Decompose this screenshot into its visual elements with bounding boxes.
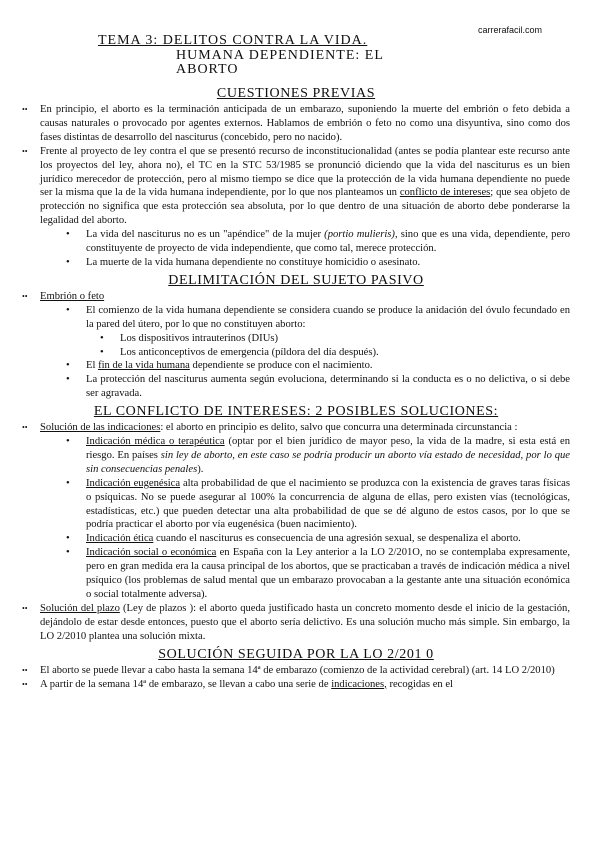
bullet-icon: • [100, 346, 104, 358]
list-item: •• Solución de las indicaciones: el aborto en principio es delito, salvo que concurra una determinada circunstancia : [22, 422, 518, 434]
bullet-icon: •• [22, 679, 28, 689]
list-item: • La muerte de la vida humana dependiente no constituye homicidio o asesinato. [66, 256, 421, 268]
bullet-icon: • [66, 547, 70, 559]
heading-conflicto-intereses: EL CONFLICTO DE INTERESES: 2 POSIBLES SOLUCIONES: [93, 404, 499, 420]
list-item: • Indicación eugenésica alta probabilidad de que el nacimiento se produzca con la existencia de graves taras físicas o psíquicas. No se puede asegurar al 100% la concurrencia de alguna de ellas, pero existen vías (tecnológicas, estadísticas, etc.) que pueden detectar una alta probabilidad de que se dé alguno de estos casos, por lo que se podría practicar el aborto por vía eugenésica (buen nacimiento). [66, 477, 570, 531]
bullet-icon: •• [22, 665, 28, 675]
title-line-3: ABORTO [176, 62, 239, 77]
bullet-icon: •• [22, 291, 28, 301]
list-item: • El fin de la vida humana dependiente se produce con el nacimiento. [66, 360, 373, 372]
list-item: • La protección del nasciturus aumenta según evoluciona, determinando si la conducta es o no delictiva, o si debe ser agravada. [66, 374, 570, 400]
list-item: • Los dispositivos intrauterinos (DIUs) [100, 332, 279, 344]
bullet-icon: •• [22, 603, 28, 613]
list-item: •• Embrión o feto [22, 290, 105, 302]
bullet-icon: • [100, 332, 104, 344]
paragraph-stc: •• Frente al proyecto de ley contra el que se presentó recurso de inconstitucionalidad (antes se podía plantear este recurso ante los proyectos del ley, ahora no), el TC en la STC 53/1985 se pronunció diciendo que la vida del nasciturus es un bien jurídico merecedor de protección, pero al mismo tiempo se dice que la protección de la vida humana dependiente no puede ser la misma que la de la vida humana independiente, por lo que nos planteamos un conflicto de intereses; que sea objeto de protección no significa que esta protección sea absoluta, por lo que dentro de una situación de aborto debe ponderarse la legalidad del aborto. [22, 145, 570, 227]
list-item: •• El aborto se puede llevar a cabo hasta la semana 14ª de embarazo (comienzo de la actividad cerebral) (art. 14 LO 2/2010) [22, 664, 555, 676]
bullet-icon: • [66, 360, 70, 372]
bullet-icon: • [66, 477, 70, 489]
bullet-icon: •• [22, 423, 28, 433]
list-item: •• Solución del plazo (Ley de plazos ): el aborto queda justificado hasta un concreto momento desde el inicio de la gestación, dejándolo de estar desde entonces, puesto que el aborto sería delictivo. Es una solución mucho más simple. Sin embargo, la LO 2/2010 plantea una solución mixta. [22, 602, 570, 642]
site-brand: carrerafacil.com [477, 25, 542, 35]
bullet-icon: • [66, 374, 70, 386]
bullet-icon: • [66, 533, 70, 545]
bullet-icon: • [66, 304, 70, 316]
list-item: • Los anticonceptivos de emergencia (píldora del día después). [100, 346, 379, 358]
heading-sujeto-pasivo: DELIMITACIÓN DEL SUJETO PASIVO [168, 272, 424, 288]
title-line-2: HUMANA DEPENDIENTE: EL [176, 47, 384, 63]
list-item: •• A partir de la semana 14ª de embarazo, se llevan a cabo una serie de indicaciones, recogidas en el [22, 678, 453, 690]
list-item: • Indicación médica o terapéutica (optar por el bien jurídico de mayor peso, la vida de la madre, si esta está en riesgo. En países sin ley de aborto, en este caso se podría producir un aborto vía estado de necesidad, por lo que sin consecuencias penales). [66, 436, 571, 475]
title-line-1: TEMA 3: DELITOS CONTRA LA VIDA. [98, 33, 368, 48]
list-item: • El comienzo de la vida humana dependiente se considera cuando se produce la anidación del óvulo fecundado en la pared del útero, por lo que no constituyen aborto: [66, 304, 570, 330]
document-body [22, 83, 570, 691]
bullet-icon: •• [22, 146, 28, 156]
heading-solucion-lo: SOLUCIÓN SEGUIDA POR LA LO 2/201 0 [158, 646, 434, 662]
bullet-icon: • [66, 256, 70, 268]
bullet-icon: •• [22, 105, 28, 114]
heading-cuestiones-previas: CUESTIONES PREVIAS [216, 86, 376, 101]
list-item: • Indicación ética cuando el nasciturus es consecuencia de una agresión sexual, se despenaliza el aborto. [66, 533, 521, 545]
paragraph-definicion: •• En principio, el aborto es la terminación anticipada de un embarazo, suponiendo la muerte del embrión o feto debida a causas naturales o provocado por agentes externos. Hablamos de embrión o feto no como una disyuntiva, sino como dos fases distintas de desarrollo del nasciturus (concebido, pero no nacido). [22, 104, 570, 143]
bullet-icon: • [66, 229, 70, 241]
list-item: • La vida del nasciturus no es un "apéndice" de la mujer (portio mulieris), sino que es una vida, dependiente, pero constituyente de proyecto de vida independiente, que como tal, merece protección. [66, 229, 570, 255]
document-title [98, 34, 384, 78]
bullet-icon: • [66, 436, 70, 448]
list-item: • Indicación social o económica en España con la Ley anterior a la LO 2/201O, no se contemplaba expresamente, pero en gran medida era la causa principal de los abortos, que se practicaban a través de indicación médica a nivel psíquico (los problemas de salud mental que un embarazo provocaban a la gestante ante una situación económica o social totalmente adversa). [66, 547, 570, 600]
